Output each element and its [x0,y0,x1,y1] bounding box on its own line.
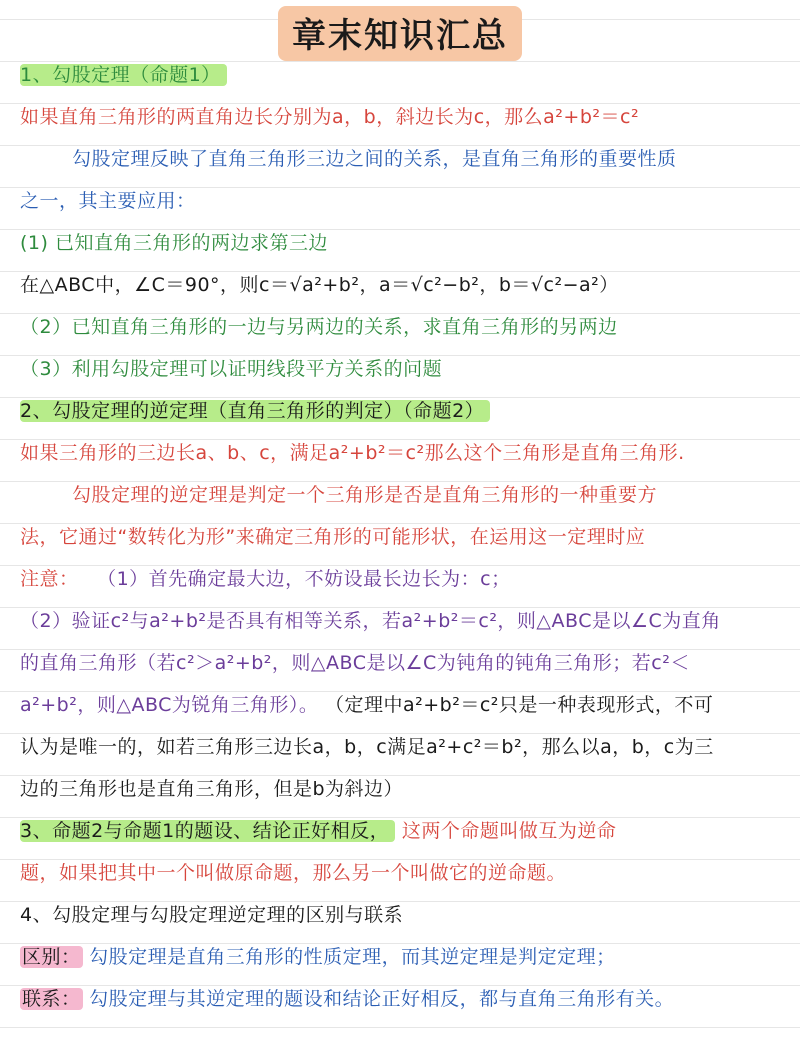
difference-text: 勾股定理是直角三角形的性质定理，而其逆定理是判定定理； [89,946,616,968]
section-1-formula: 在△ABC中，∠C＝90°，则c＝√a²+b²，a＝√c²−b²，b＝√c²−a²） [20,274,619,296]
section-1-desc-line-2: 之一，其主要应用： [20,190,196,212]
section-2-note-line-1 [20,564,780,594]
section-2-heading [20,396,780,426]
title-wrap [0,6,800,61]
section-1-heading [20,60,780,90]
note-2-line-2: 的直角三角形（若c²＞a²+b²，则△ABC是以∠C为钝角的钝角三角形；若c²＜ [20,652,690,674]
section-2-desc-line-2: 法，它通过“数转化为形”来确定三角形的可能形状，在运用这一定理时应 [20,526,646,548]
connection-text: 勾股定理与其逆定理的题设和结论正好相反，都与直角三角形有关。 [89,988,675,1010]
note-label: 注意： [20,568,79,590]
section-3-line-1 [20,816,780,846]
section-1-heading-text: 1、勾股定理（命题1） [20,64,227,86]
note-1: （1）首先确定最大边，不妨设最长边长为：c； [97,568,511,590]
section-3-heading: 3、命题2与命题1的题设、结论正好相反， [20,820,395,842]
note-2-line-5: 边的三角形也是直角三角形，但是b为斜边） [20,778,404,800]
note-2-line-3-purple: a²+b²，则△ABC为锐角三角形）。 [20,694,319,716]
section-2-desc-line-1: 勾股定理的逆定理是判定一个三角形是否是直角三角形的一种重要方 [72,484,658,506]
page-title: 章末知识汇总 [278,6,522,61]
section-4-connection [20,984,780,1014]
section-1-statement: 如果直角三角形的两直角边长分别为a，b，斜边长为c，那么a²+b²＝c² [20,106,640,128]
note-2-line-3-black: （定理中a²+b²＝c²只是一种表现形式，不可 [324,694,714,716]
section-2-heading-text: 2、勾股定理的逆定理（直角三角形的判定）（命题2） [20,400,490,422]
section-4-heading: 4、勾股定理与勾股定理逆定理的区别与联系 [20,904,404,926]
note-2-line-1: （2）验证c²与a²+b²是否具有相等关系，若a²+b²＝c²，则△ABC是以∠C为直角 [20,610,721,632]
section-3-tail-1: 这两个命题叫做互为逆命 [401,820,617,842]
difference-label: 区别： [22,946,81,968]
section-1-application-2: （2）已知直角三角形的一边与另两边的关系，求直角三角形的另两边 [20,316,618,338]
section-1-application-1: (1) 已知直角三角形的两边求第三边 [20,232,328,254]
section-3-line-2: 题，如果把其中一个叫做原命题，那么另一个叫做它的逆命题。 [20,862,567,884]
section-4-difference [20,942,780,972]
section-1-application-3: （3）利用勾股定理可以证明线段平方关系的问题 [20,358,443,380]
note-2-line-4: 认为是唯一的，如若三角形三边长a，b，c满足a²+c²＝b²，那么以a，b，c为三 [20,736,714,758]
note-2-line-3 [20,690,780,720]
section-1-desc-line-1: 勾股定理反映了直角三角形三边之间的关系，是直角三角形的重要性质 [72,148,677,170]
connection-label: 联系： [22,988,81,1010]
section-2-statement: 如果三角形的三边长a、b、c，满足a²+b²＝c²那么这个三角形是直角三角形. [20,442,685,464]
